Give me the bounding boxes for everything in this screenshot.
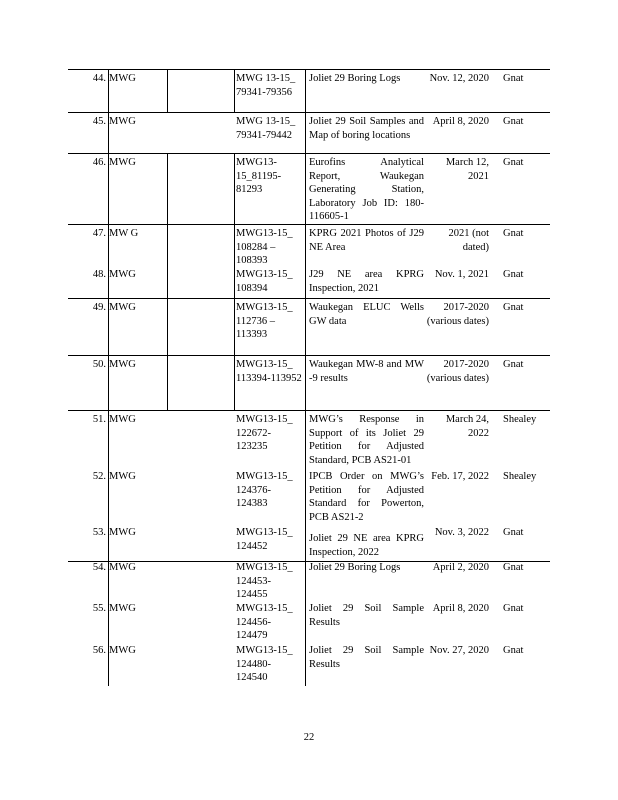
row-number: 44. bbox=[92, 73, 106, 84]
date: 2021 (not dated) bbox=[448, 228, 489, 253]
party: MWG bbox=[109, 471, 136, 482]
witness: Shealey bbox=[503, 471, 537, 482]
bates-range: MWG13-15_ 112736 – 113393 bbox=[236, 302, 293, 340]
date: April 8, 2020 bbox=[432, 603, 489, 614]
bates-range: MWG13-15_ 108284 – 108393 bbox=[236, 228, 293, 266]
bates-range: MWG13-15_ 124376-124383 bbox=[236, 471, 293, 509]
description: MWG’s Response in Support of its Joliet 29 Petition for Adjusted Standard, PCB AS21-01 bbox=[309, 414, 424, 466]
witness: Gnat bbox=[503, 527, 524, 538]
party: MWG bbox=[109, 157, 136, 168]
row-number: 46. bbox=[92, 157, 106, 168]
row-number: 52. bbox=[92, 471, 106, 482]
date: Feb. 17, 2022 bbox=[431, 471, 489, 482]
date: April 8, 2020 bbox=[432, 116, 489, 127]
party: MWG bbox=[109, 73, 136, 84]
bates-range: MWG13-15_81195-81293 bbox=[236, 157, 282, 195]
description: J29 NE area KPRG Inspection, 2021 bbox=[309, 269, 424, 294]
bates-range: MWG13-15_ 124452 bbox=[236, 527, 293, 552]
description: Joliet 29 Boring Logs bbox=[309, 562, 401, 573]
row-number: 49. bbox=[92, 302, 106, 313]
description: Waukegan ELUC Wells GW data bbox=[309, 302, 424, 327]
row-number: 54. bbox=[92, 562, 106, 573]
party: MWG bbox=[109, 414, 136, 425]
witness: Shealey bbox=[503, 414, 537, 425]
bates-range: MWG 13-15_ 79341-79442 bbox=[236, 116, 296, 141]
page-number: 22 bbox=[303, 732, 315, 743]
table-rule bbox=[68, 153, 550, 154]
table-rule bbox=[68, 355, 550, 356]
description: Joliet 29 Boring Logs bbox=[309, 73, 401, 84]
date: March 12, 2021 bbox=[445, 157, 489, 182]
witness: Gnat bbox=[503, 302, 524, 313]
bates-range: MWG13-15_ 108394 bbox=[236, 269, 293, 294]
date: 2017-2020 (various dates) bbox=[426, 302, 489, 327]
table-rule bbox=[68, 112, 550, 113]
description: Joliet 29 Soil Sample Results bbox=[309, 603, 424, 628]
row-number: 48. bbox=[92, 269, 106, 280]
date: April 2, 2020 bbox=[432, 562, 489, 573]
description: Joliet 29 Soil Sample Results bbox=[309, 645, 424, 670]
description: Joliet 29 NE area KPRG Inspection, 2022 bbox=[309, 533, 424, 558]
witness: Gnat bbox=[503, 269, 524, 280]
witness: Gnat bbox=[503, 562, 524, 573]
table-rule bbox=[68, 298, 550, 299]
description: Waukegan MW-8 and MW -9 results bbox=[309, 359, 424, 384]
description: Eurofins Analytical Report, Waukegan Generating Station, Laboratory Job ID: 180-116605-1 bbox=[309, 157, 424, 222]
witness: Gnat bbox=[503, 73, 524, 84]
row-number: 51. bbox=[92, 414, 106, 425]
bates-range: MWG13-15_ 122672-123235 bbox=[236, 414, 293, 452]
witness: Gnat bbox=[503, 603, 524, 614]
row-number: 50. bbox=[92, 359, 106, 370]
table-rule bbox=[68, 69, 550, 70]
description: KPRG 2021 Photos of J29 NE Area bbox=[309, 228, 424, 253]
date: Nov. 1, 2021 bbox=[434, 269, 489, 280]
witness: Gnat bbox=[503, 116, 524, 127]
party: MWG bbox=[109, 562, 136, 573]
row-number: 47. bbox=[92, 228, 106, 239]
party: MWG bbox=[109, 645, 136, 656]
description: Joliet 29 Soil Samples and Map of boring locations bbox=[309, 116, 424, 141]
row-number: 53. bbox=[92, 527, 106, 538]
bates-range: MWG13-15_ 124480-124540 bbox=[236, 645, 293, 683]
row-number: 55. bbox=[92, 603, 106, 614]
description: IPCB Order on MWG’s Petition for Adjusted Standard for Powerton, PCB AS21-2 bbox=[309, 471, 424, 523]
column-rule bbox=[167, 153, 168, 410]
party: MWG bbox=[109, 359, 136, 370]
date: Nov. 27, 2020 bbox=[429, 645, 489, 656]
row-number: 56. bbox=[92, 645, 106, 656]
party: MW G bbox=[109, 228, 139, 239]
column-rule bbox=[305, 69, 306, 686]
bates-range: MWG13-15_ 124453-124455 bbox=[236, 562, 293, 600]
column-rule bbox=[167, 69, 168, 112]
date: Nov. 12, 2020 bbox=[429, 73, 489, 84]
bates-range: MWG13-15_ 124456-124479 bbox=[236, 603, 293, 641]
bates-range: MWG13-15_ 113394-113952 bbox=[236, 359, 302, 384]
date: 2017-2020 (various dates) bbox=[426, 359, 489, 384]
party: MWG bbox=[109, 116, 136, 127]
date: Nov. 3, 2022 bbox=[434, 527, 489, 538]
party: MWG bbox=[109, 269, 136, 280]
party: MWG bbox=[109, 527, 136, 538]
witness: Gnat bbox=[503, 228, 524, 239]
witness: Gnat bbox=[503, 157, 524, 168]
table-rule bbox=[68, 224, 550, 225]
table-rule bbox=[68, 410, 550, 411]
party: MWG bbox=[109, 603, 136, 614]
column-rule bbox=[234, 69, 235, 112]
bates-range: MWG 13-15_ 79341-79356 bbox=[236, 73, 296, 98]
column-rule bbox=[234, 153, 235, 410]
witness: Gnat bbox=[503, 645, 524, 656]
party: MWG bbox=[109, 302, 136, 313]
row-number: 45. bbox=[92, 116, 106, 127]
date: March 24, 2022 bbox=[445, 414, 489, 439]
witness: Gnat bbox=[503, 359, 524, 370]
